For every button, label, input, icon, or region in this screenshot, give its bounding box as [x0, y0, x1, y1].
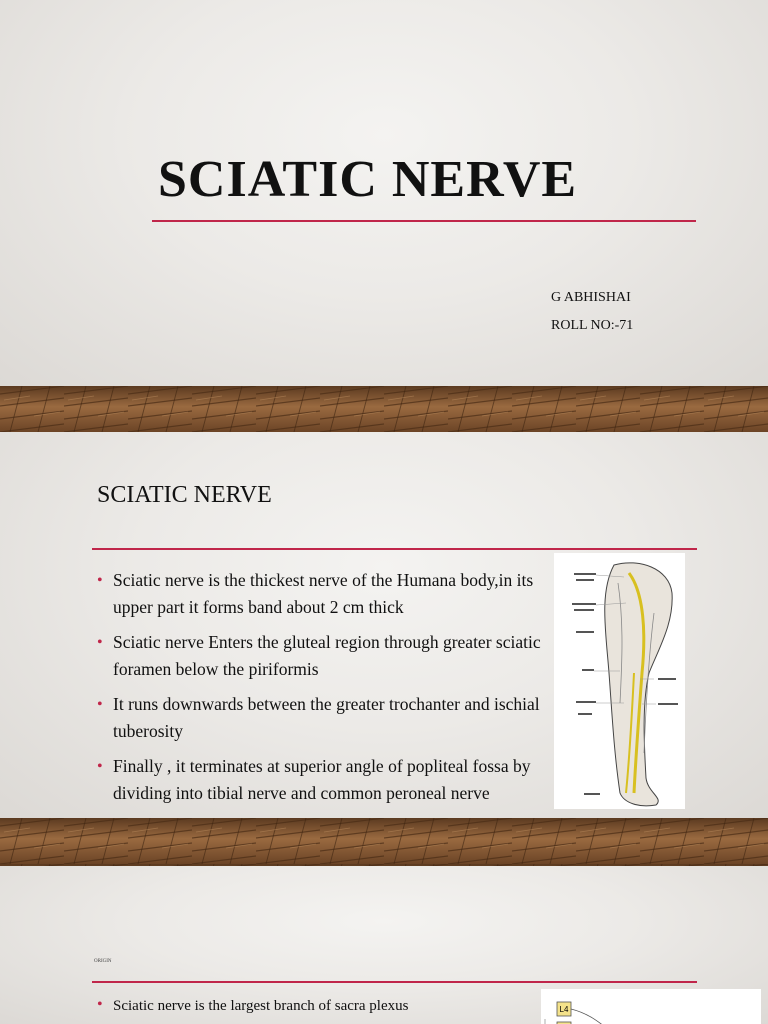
slide-heading: SCIATIC NERVE — [97, 482, 272, 508]
bullet-item: • Sciatic nerve is the largest branch of sacra plexus — [97, 996, 517, 1016]
bullet-item: • Sciatic nerve is the thickest nerve of the Humana body,in its upper part it forms band about 2 cm thick — [97, 567, 547, 621]
bullet-list — [97, 996, 517, 1016]
content-slide-1 — [0, 432, 768, 818]
bullet-item: • It runs downwards between the greater trochanter and ischial tuberosity — [97, 691, 547, 745]
slide-heading: ORIGIN — [94, 959, 112, 964]
bullet-item: • Finally , it terminates at superior angle of popliteal fossa by dividing into tibial nerve and common peroneal nerve — [97, 753, 547, 807]
plexus-label: L4 — [559, 1005, 569, 1014]
slide-title: SCIATIC NERVE — [158, 151, 578, 208]
heading-divider — [92, 548, 697, 550]
bullet-item: • Sciatic nerve Enters the gluteal region through greater sciatic foramen below the piriformis — [97, 629, 547, 683]
author-name: G ABHISHAI — [551, 290, 631, 305]
content-slide-2 — [0, 866, 768, 1024]
title-slide — [0, 0, 768, 386]
bullet-list — [97, 567, 547, 815]
heading-divider — [92, 981, 697, 983]
title-divider — [152, 220, 696, 222]
wood-floor-band — [0, 818, 768, 866]
leg-anatomy-image — [554, 553, 685, 809]
wood-floor-band — [0, 386, 768, 432]
roll-number: ROLL NO:-71 — [551, 318, 634, 333]
sacral-plexus-diagram — [541, 989, 761, 1024]
